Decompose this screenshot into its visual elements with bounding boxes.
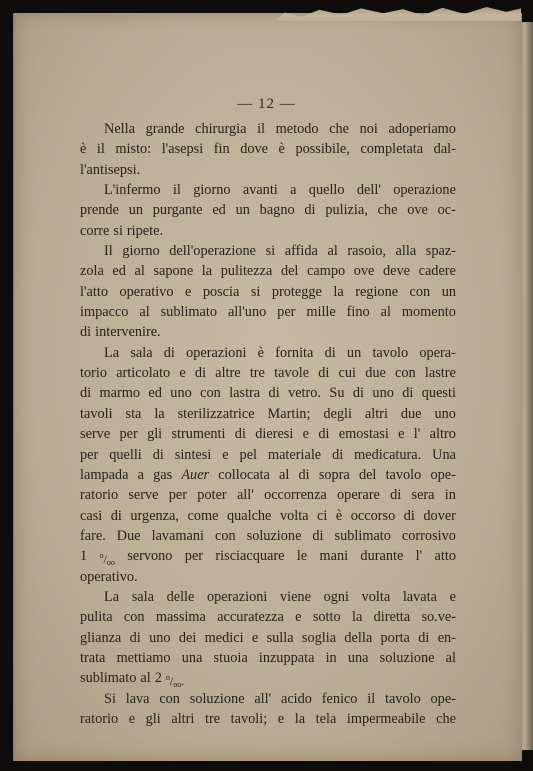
text-line: zola ed al sapone la pulitezza del campo ove deve cadere	[80, 263, 456, 280]
torn-page-edge	[275, 7, 521, 21]
text-line: l'atto operativo e poscia si protegge la regione con un	[80, 283, 456, 300]
text-line: corre si ripete.	[80, 222, 164, 239]
text-line: pulita con massima accuratezza e sotto la diretta so.ve-	[80, 609, 456, 626]
text-line: serve per gli strumenti di dieresi e di emostasi e l' altro	[80, 426, 456, 443]
text-line: La sala delle operazioni viene ogni volta lavata e	[104, 588, 456, 605]
text-line: 1 $^o/_{oo}$ servono per risciacquare le mani durante l' atto	[80, 548, 456, 568]
text-line: ratorio e gli altri tre tavoli; e la tela impermeabile che	[80, 710, 456, 727]
text-line: tavoli sta la sterilizzatrice Martin; degli altri due uno	[80, 405, 456, 422]
text-line: per quelli di sintesi e pel materiale di medicatura. Una	[80, 446, 456, 463]
text-line: ratorio serve per poter all' occorrenza operare di sera in	[80, 487, 456, 504]
text-line: fare. Due lavamani con soluzione di sublimato corrosivo	[80, 527, 456, 544]
text-line: Nella grande chirurgia il metodo che noi adoperiamo	[104, 121, 456, 137]
text-line: torio articolato e di altre tre tavole di cui due con lastre	[80, 365, 456, 382]
text-line: l'antisepsi.	[80, 161, 141, 178]
text-line: Il giorno dell'operazione si affida al rasoio, alla spaz-	[104, 243, 456, 260]
text-line: sublimato al 2 $^o/_{oo}$.	[80, 670, 185, 690]
text-line: operativo.	[80, 568, 138, 585]
text-line: casi di urgenza, come qualche volta ci è occorso di dover	[80, 507, 456, 524]
page-number: — 12 —	[237, 96, 296, 112]
text-line: Si lava con soluzione all' acido fenico il tavolo ope-	[104, 690, 456, 707]
text-line: di intervenire.	[80, 324, 161, 341]
text-line: impacco al sublimato all'uno per mille fino al momento	[80, 304, 456, 321]
text-line: è il misto: l'asepsi fin dove è possibile, completata dal-	[80, 141, 456, 158]
body-text	[80, 119, 456, 729]
text-line: prende un purgante ed un bagno di pulizia, che ove oc-	[80, 202, 456, 219]
text-line: La sala di operazioni è fornita di un tavolo opera-	[104, 344, 456, 361]
text-line: lampada a gas Auer collocata al di sopra del tavolo ope-	[80, 466, 456, 483]
text-line: trata mettiamo una stuoia inzuppata in una soluzione al	[80, 649, 456, 666]
text-line: glianza di uno dei medici e sulla soglia della porta di en-	[80, 629, 456, 646]
text-line: L'infermo il giorno avanti a quello dell' operazione	[104, 182, 456, 199]
text-line: di marmo ed uno con lastra di vetro. Su di uno di questi	[80, 385, 456, 402]
